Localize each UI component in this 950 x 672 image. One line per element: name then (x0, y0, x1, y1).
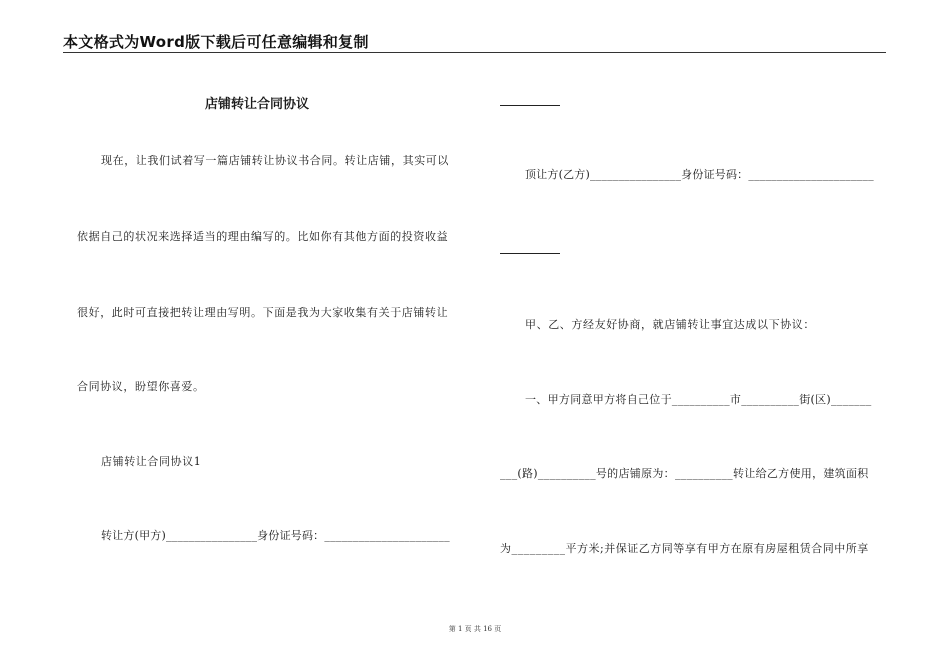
clause-line: 为_________平方米;并保证乙方同等享有甲方在原有房屋租赁合同中所享 (500, 542, 869, 555)
blank-underline (500, 253, 560, 254)
section-heading: 店铺转让合同协议1 (101, 455, 202, 468)
document-header-banner: 本文格式为Word版下载后可任意编辑和复制 (63, 33, 369, 51)
paragraph-line: 依据自己的状况来选择适当的理由编写的。比如你有其他方面的投资收益 (77, 230, 449, 243)
clause-line: ___(路)__________号的店铺原为：__________转让给乙方使用，建筑面积 (500, 467, 869, 480)
transferee-line: 顶让方(乙方)________________身份证号码：______________________ (525, 168, 874, 181)
clause-line: 一、甲方同意甲方将自己位于__________市__________街(区)_______ (525, 393, 872, 406)
agreement-intro: 甲、乙、方经友好协商，就店铺转让事宜达成以下协议： (525, 318, 815, 331)
paragraph-line: 现在，让我们试着写一篇店铺转让协议书合同。转让店铺，其实可以 (101, 154, 449, 167)
header-divider (63, 52, 886, 53)
blank-underline (500, 105, 560, 106)
document-title: 店铺转让合同协议 (205, 97, 310, 112)
page-number: 第 1 页 共 16 页 (448, 625, 502, 633)
paragraph-line: 很好，此时可直接把转让理由写明。下面是我为大家收集有关于店铺转让 (77, 306, 449, 319)
transferor-line: 转让方(甲方)________________身份证号码：______________________ (101, 529, 450, 542)
paragraph-line: 合同协议，盼望你喜爱。 (77, 380, 205, 393)
